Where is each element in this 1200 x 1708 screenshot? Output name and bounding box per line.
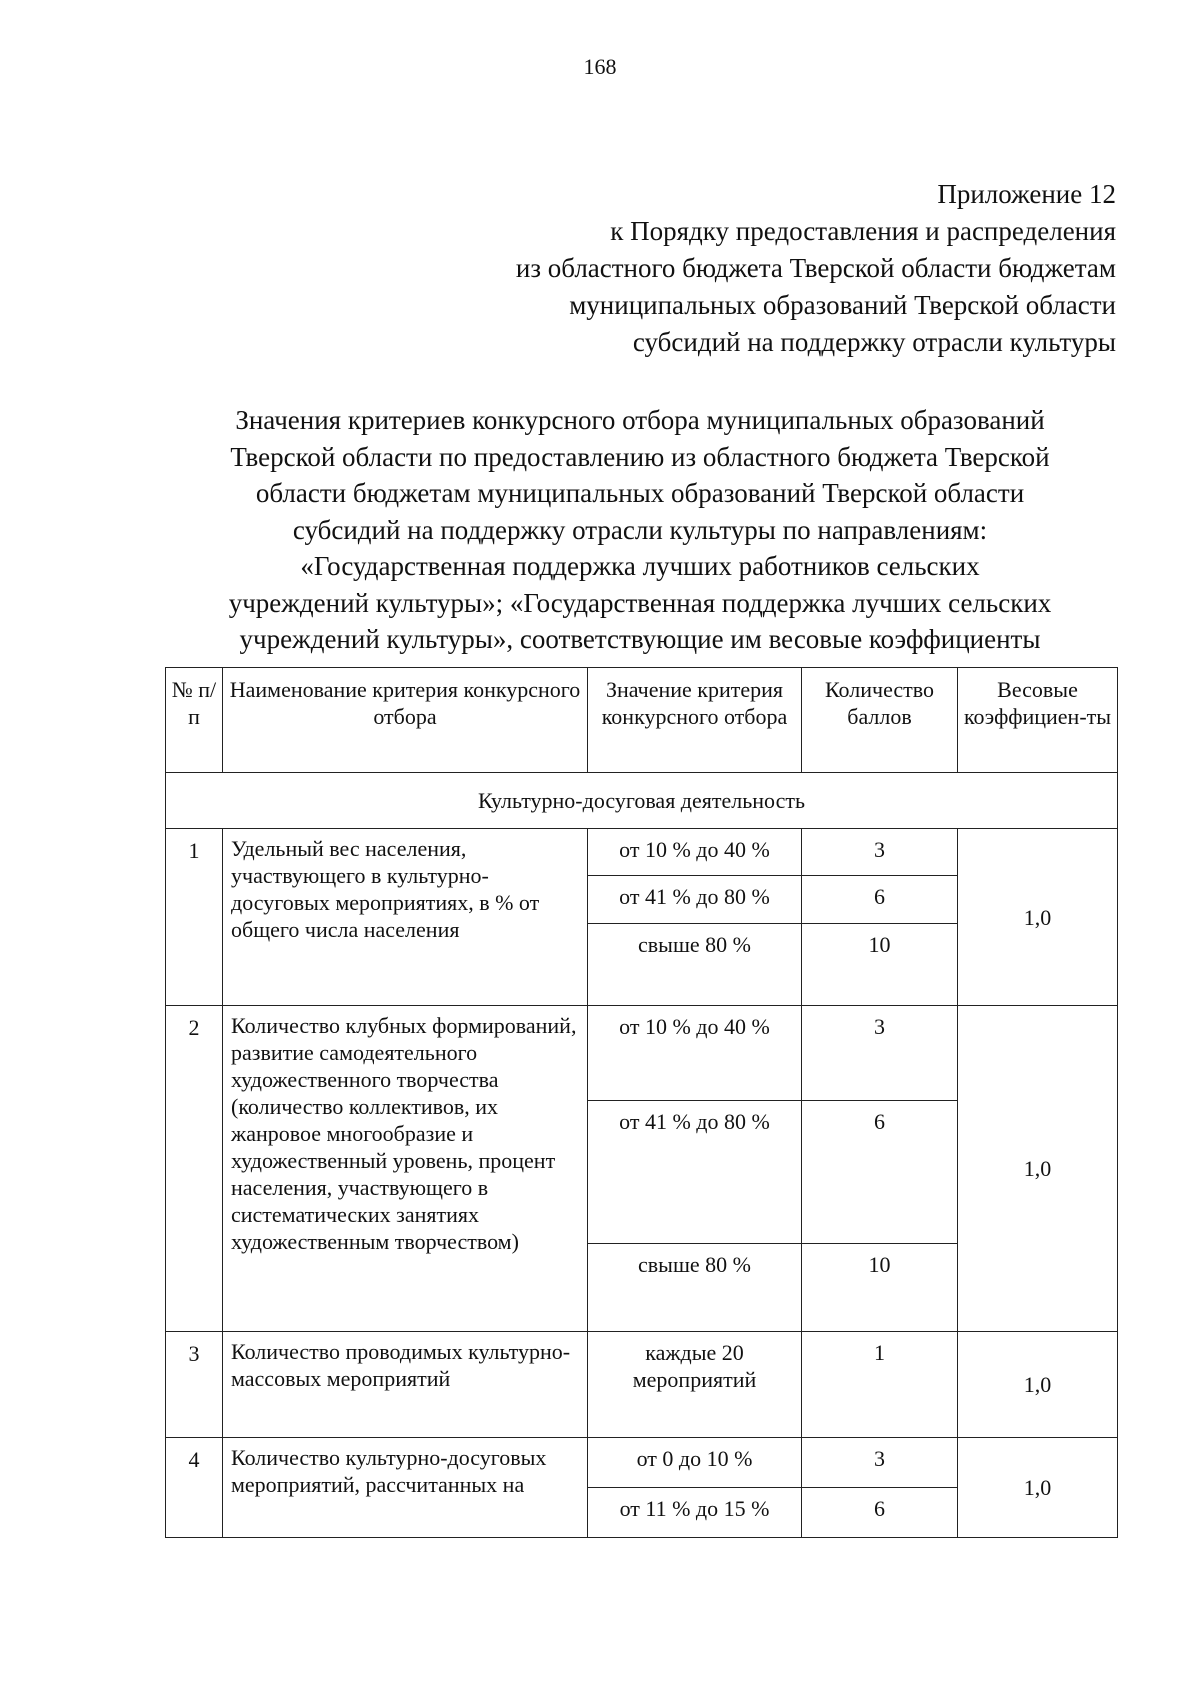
page-number: 168 bbox=[583, 54, 617, 79]
title-line: области бюджетам муниципальных образований Тверской области bbox=[255, 478, 1025, 508]
criterion-value: от 41 % до 80 % bbox=[588, 876, 802, 924]
weight-coefficient: 1,0 bbox=[958, 1332, 1118, 1438]
criterion-points: 6 bbox=[802, 1488, 958, 1538]
title-line: учреждений культуры», соответствующие им весовые коэффициенты bbox=[239, 624, 1041, 654]
criterion-points: 3 bbox=[802, 1006, 958, 1101]
criterion-value: свыше 80 % bbox=[588, 1244, 802, 1332]
criteria-table bbox=[165, 667, 1118, 1538]
criterion-value: от 10 % до 40 % bbox=[588, 829, 802, 876]
document-title bbox=[170, 402, 1110, 658]
appendix-heading bbox=[516, 176, 1116, 361]
title-line: учреждений культуры»; «Государственная поддержка лучших сельских bbox=[228, 587, 1052, 618]
table-row bbox=[166, 1438, 1118, 1488]
appendix-line: Приложение 12 bbox=[937, 179, 1116, 209]
criterion-points: 6 bbox=[802, 876, 958, 924]
title-line: субсидий на поддержку отрасли культуры по направлениям: bbox=[292, 514, 988, 545]
appendix-line: из областного бюджета Тверской области бюджетам bbox=[515, 253, 1116, 283]
table-header-row bbox=[166, 668, 1118, 773]
weight-coefficient: 1,0 bbox=[958, 1438, 1118, 1538]
section-title: Культурно-досуговая деятельность bbox=[166, 773, 1118, 829]
criterion-name: Количество культурно-досуговых мероприятий, рассчитанных на bbox=[223, 1438, 588, 1538]
row-number: 1 bbox=[166, 829, 223, 1006]
header-value: Значение критерия конкурсного отбора bbox=[588, 668, 802, 773]
criterion-points: 10 bbox=[802, 1244, 958, 1332]
title-line: Тверской области по предоставлению из областного бюджета Тверской bbox=[230, 441, 1050, 472]
criterion-value: свыше 80 % bbox=[588, 924, 802, 1006]
criterion-points: 3 bbox=[802, 829, 958, 876]
criterion-value: от 41 % до 80 % bbox=[588, 1101, 802, 1244]
weight-coefficient: 1,0 bbox=[958, 1006, 1118, 1332]
row-number: 3 bbox=[166, 1332, 223, 1438]
title-line: Значения критериев конкурсного отбора муниципальных образований bbox=[235, 405, 1045, 435]
criterion-name: Удельный вес населения, участвующего в культурно-досуговых мероприятиях, в % от общего числа населения bbox=[223, 829, 588, 1006]
appendix-line: субсидий на поддержку отрасли культуры bbox=[632, 327, 1116, 357]
header-points: Количество баллов bbox=[802, 668, 958, 773]
header-name: Наименование критерия конкурсного отбора bbox=[223, 668, 588, 773]
criterion-name: Количество клубных формирований, развитие самодеятельного художественного творчества (количество коллективов, их жанровое многообразие и художественный уровень, процент населения, участвующего в систематических занятиях художественным творчеством) bbox=[223, 1006, 588, 1332]
table-row bbox=[166, 829, 1118, 876]
appendix-line: муниципальных образований Тверской области bbox=[569, 290, 1116, 320]
table-row bbox=[166, 1006, 1118, 1101]
criterion-points: 10 bbox=[802, 924, 958, 1006]
row-number: 2 bbox=[166, 1006, 223, 1332]
criterion-value: от 10 % до 40 % bbox=[588, 1006, 802, 1101]
criterion-points: 1 bbox=[802, 1332, 958, 1438]
title-line: «Государственная поддержка лучших работников сельских bbox=[300, 551, 980, 581]
row-number: 4 bbox=[166, 1438, 223, 1538]
criterion-points: 3 bbox=[802, 1438, 958, 1488]
header-coef: Весовые коэффициен-ты bbox=[958, 668, 1118, 773]
criterion-value: каждые 20 мероприятий bbox=[588, 1332, 802, 1438]
header-num: № п/п bbox=[166, 668, 223, 773]
criterion-value: от 11 % до 15 % bbox=[588, 1488, 802, 1538]
criterion-value: от 0 до 10 % bbox=[588, 1438, 802, 1488]
table-row bbox=[166, 1332, 1118, 1438]
section-row bbox=[166, 773, 1118, 829]
appendix-line: к Порядку предоставления и распределения bbox=[610, 216, 1116, 246]
criterion-name: Количество проводимых культурно-массовых мероприятий bbox=[223, 1332, 588, 1438]
weight-coefficient: 1,0 bbox=[958, 829, 1118, 1006]
criterion-points: 6 bbox=[802, 1101, 958, 1244]
